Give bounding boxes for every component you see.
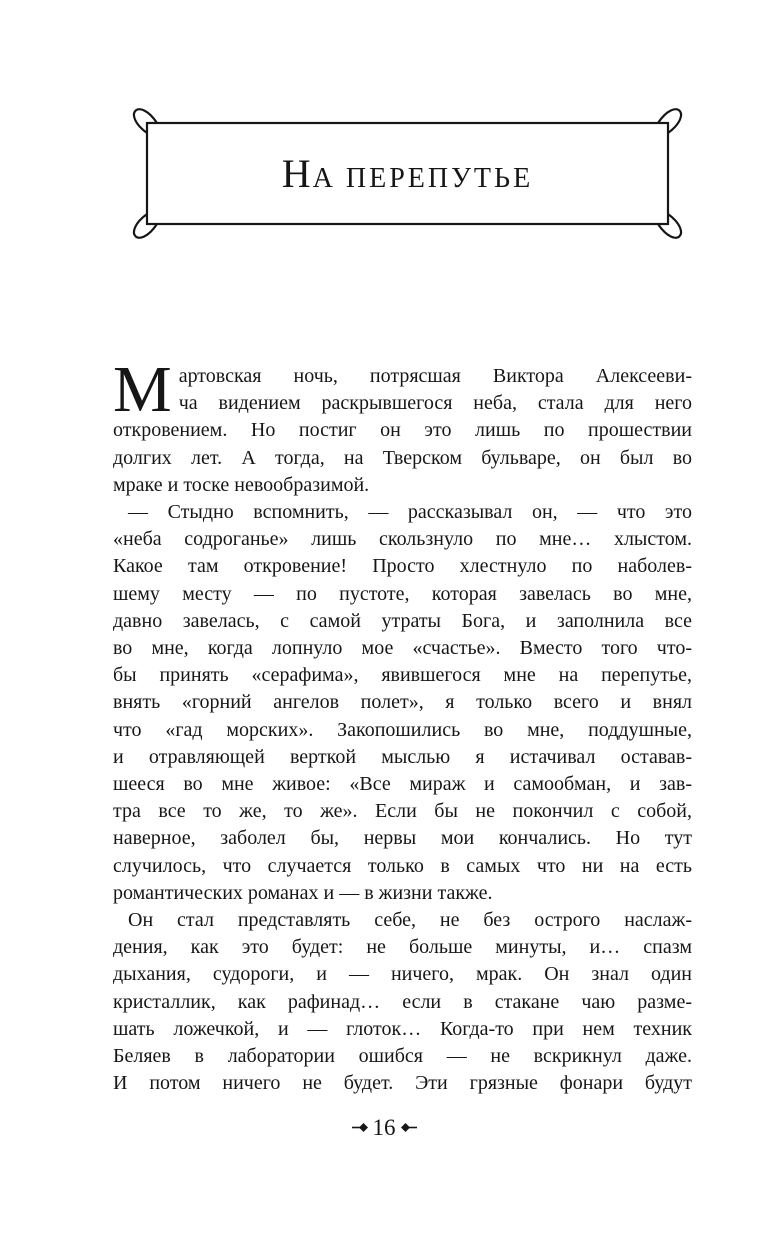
diamond-ornament-right-icon bbox=[400, 1122, 417, 1133]
text-line: Он стал представлять себе, не без острого наслаж- bbox=[128, 909, 692, 932]
text-line: во мне, когда лопнуло мое «счастье». Вместо того что- bbox=[113, 637, 692, 660]
paragraph bbox=[113, 499, 692, 907]
page-number: 16 bbox=[372, 1115, 396, 1140]
text-line: шему месту — по пустоте, которая завелась во мне, bbox=[113, 582, 692, 605]
text-line: И потом ничего не будет. Эти грязные фонари будут bbox=[113, 1072, 692, 1095]
body-text bbox=[113, 353, 692, 1097]
text-line: романтических романах и — в жизни также. bbox=[113, 881, 493, 904]
text-line: бы принять «серафима», явившегося мне на перепутье, bbox=[113, 664, 692, 687]
text-line: Беляев в лаборатории ошибся — не вскрикнул даже. bbox=[113, 1045, 692, 1068]
text-line: дыхания, судороги, и — ничего, мрак. Он знал один bbox=[113, 963, 692, 986]
text-line: мраке и тоске невообразимой. bbox=[113, 473, 370, 496]
paragraph bbox=[113, 907, 692, 1097]
chapter-title-initial: Н bbox=[281, 150, 313, 196]
text-line: — Стыдно вспомнить, — рассказывал он, — что это bbox=[128, 501, 692, 524]
text-line: ча видением раскрывшегося неба, стала для него bbox=[178, 392, 692, 415]
text-line: случилось, что случается только в самых что ни на есть bbox=[113, 854, 692, 877]
text-line: наверное, заболел бы, нервы мои кончались. Но тут bbox=[113, 827, 692, 850]
chapter-title bbox=[147, 123, 668, 224]
text-line: дения, как это будет: не больше минуты, и… спазм bbox=[113, 936, 692, 959]
text-line: и отравляющей верткой мыслью я истачивал оставав- bbox=[113, 745, 692, 768]
text-line: артовская ночь, потрясшая Виктора Алексееви- bbox=[178, 365, 692, 387]
text-line: шееся во мне живое: «Все мираж и самообман, и зав- bbox=[113, 773, 692, 796]
text-line: давно завелась, с самой утраты Бога, и заполнила все bbox=[113, 609, 692, 632]
text-line: внять «горний ангелов полет», я только всего и внял bbox=[113, 691, 692, 714]
text-line: что «гад морских». Закопошились во мне, поддушные, bbox=[113, 718, 692, 741]
footer bbox=[0, 1116, 768, 1139]
diamond-ornament-left-icon bbox=[352, 1122, 369, 1133]
text-line: тра все то же, то же». Если бы не покончил с собой, bbox=[113, 800, 692, 823]
text-line: «неба содроганье» лишь скользнуло по мне… хлыстом. bbox=[113, 528, 692, 551]
text-line: Какое там откровение! Просто хлестнуло по наболев- bbox=[113, 555, 692, 578]
text-line: долгих лет. А тогда, на Тверском бульваре, он был во bbox=[113, 446, 692, 469]
text-line: шать ложечкой, и — глоток… Когда-то при нем техник bbox=[113, 1017, 692, 1040]
text-line: откровением. Но постиг он это лишь по прошествии bbox=[113, 419, 692, 442]
text-line: кристаллик, как рафинад… если в стакане чаю разме- bbox=[113, 990, 692, 1013]
drop-cap: М bbox=[113, 353, 172, 426]
chapter-title-rest: А ПЕРЕПУТЬЕ bbox=[312, 162, 534, 194]
paragraph bbox=[113, 353, 692, 499]
